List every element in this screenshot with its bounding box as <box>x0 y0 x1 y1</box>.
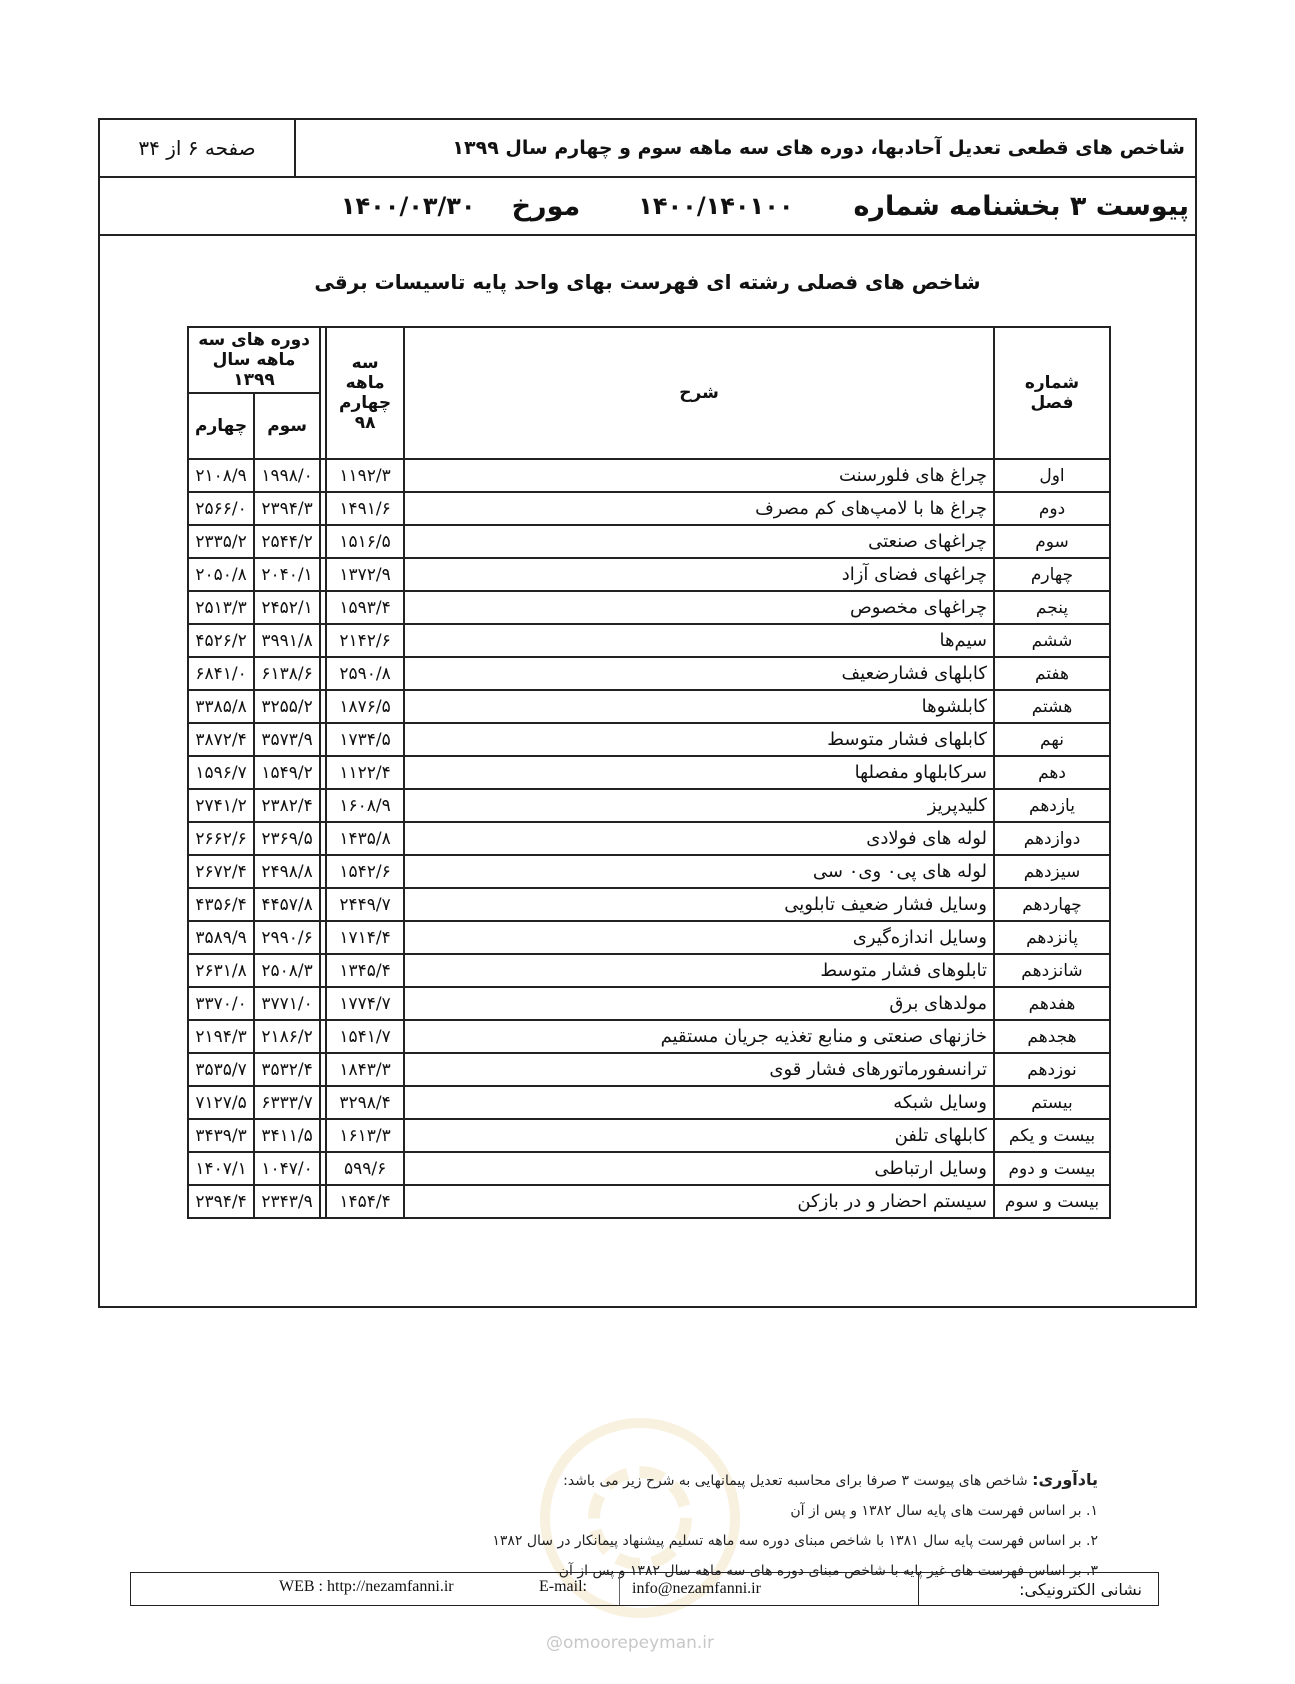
description-cell: سیستم احضار و در بازکن <box>404 1185 994 1218</box>
q4-98-cell: ۱۷۷۴/۷ <box>326 987 404 1020</box>
description-cell: کابلشوها <box>404 690 994 723</box>
q3-99-cell: ۳۵۳۲/۴ <box>254 1053 320 1086</box>
table-row <box>188 1119 1110 1152</box>
note-item: ۱. بر اساس فهرست های پایه سال ۱۳۸۲ و پس از آن <box>790 1503 1098 1519</box>
gap-cell <box>320 690 326 723</box>
circular-date: ۱۴۰۰/۰۳/۳۰ <box>340 192 476 220</box>
q4-98-cell: ۳۲۹۸/۴ <box>326 1086 404 1119</box>
description-cell: چراغهای مخصوص <box>404 591 994 624</box>
gap-cell <box>320 1086 326 1119</box>
description-cell: چراغ ها با لامپ‌های کم مصرف <box>404 492 994 525</box>
q3-99-cell: ۲۵۰۸/۳ <box>254 954 320 987</box>
q4-98-cell: ۵۹۹/۶ <box>326 1152 404 1185</box>
table-row <box>188 624 1110 657</box>
email-label: E-mail: <box>539 1578 587 1595</box>
description-cell: وسایل شبکه <box>404 1086 994 1119</box>
gap-cell <box>320 756 326 789</box>
col-header-ch: چهارم <box>188 393 254 459</box>
gap-cell <box>320 591 326 624</box>
q3-99-cell: ۳۷۷۱/۰ <box>254 987 320 1020</box>
q4-99-cell: ۳۵۳۵/۷ <box>188 1053 254 1086</box>
chapter-number-cell: چهارم <box>994 558 1110 591</box>
description-cell: چراغهای فضای آزاد <box>404 558 994 591</box>
q3-99-cell: ۲۵۴۴/۲ <box>254 525 320 558</box>
description-cell: کلیدپریز <box>404 789 994 822</box>
q3-99-cell: ۲۰۴۰/۱ <box>254 558 320 591</box>
q3-99-cell: ۶۳۳۳/۷ <box>254 1086 320 1119</box>
q4-99-cell: ۲۱۰۸/۹ <box>188 459 254 492</box>
document-title: شاخص های قطعی تعدیل آحادبها، دوره های سه ماهه سوم و چهارم سال ۱۳۹۹ <box>452 137 1185 159</box>
chapter-number-cell: هجدهم <box>994 1020 1110 1053</box>
note-item: ۳. بر اساس فهرست های غیر پایه با شاخص مبنای دوره های سه ماهه سال ۱۳۸۲ و پس از آن <box>558 1563 1098 1579</box>
q4-99-cell: ۳۵۸۹/۹ <box>188 921 254 954</box>
q4-98-cell: ۱۶۰۸/۹ <box>326 789 404 822</box>
q3-99-cell: ۳۲۵۵/۲ <box>254 690 320 723</box>
q4-99-cell: ۲۳۳۵/۲ <box>188 525 254 558</box>
gap-cell <box>320 1185 326 1218</box>
q3-99-cell: ۲۴۵۲/۱ <box>254 591 320 624</box>
chapter-number-cell: هفتم <box>994 657 1110 690</box>
q3-99-cell: ۱۹۹۸/۰ <box>254 459 320 492</box>
dated-label: مورخ <box>511 190 581 222</box>
description-cell: وسایل اندازه‌گیری <box>404 921 994 954</box>
q3-99-cell: ۲۳۸۲/۴ <box>254 789 320 822</box>
description-cell: لوله های فولادی <box>404 822 994 855</box>
col-header-sharh: شرح <box>404 327 994 459</box>
description-cell: چراغهای صنعتی <box>404 525 994 558</box>
chapter-number-cell: دوازدهم <box>994 822 1110 855</box>
table-row <box>188 987 1110 1020</box>
q4-98-cell: ۱۸۷۶/۵ <box>326 690 404 723</box>
gap-cell <box>320 987 326 1020</box>
table-title: شاخص های فصلی رشته ای فهرست بهای واحد پایه تاسیسات برقی <box>314 270 981 294</box>
chapter-number-cell: بیست و سوم <box>994 1185 1110 1218</box>
description-cell: مولدهای برق <box>404 987 994 1020</box>
q3-99-cell: ۳۴۱۱/۵ <box>254 1119 320 1152</box>
q3-99-cell: ۶۱۳۸/۶ <box>254 657 320 690</box>
gap-cell <box>320 822 326 855</box>
chapter-number-cell: پنجم <box>994 591 1110 624</box>
q3-99-cell: ۳۹۹۱/۸ <box>254 624 320 657</box>
table-row <box>188 822 1110 855</box>
gap-cell <box>320 492 326 525</box>
gap-cell <box>320 888 326 921</box>
col-header-fasl: شماره فصل <box>994 327 1110 459</box>
q4-99-cell: ۲۵۱۳/۳ <box>188 591 254 624</box>
q3-99-cell: ۲۱۸۶/۲ <box>254 1020 320 1053</box>
annex-label: پیوست ۳ بخشنامه شماره <box>853 190 1189 222</box>
chapter-number-cell: هفدهم <box>994 987 1110 1020</box>
table-row <box>188 1053 1110 1086</box>
q4-99-cell: ۱۴۰۷/۱ <box>188 1152 254 1185</box>
chapter-number-cell: شانزدهم <box>994 954 1110 987</box>
table-row <box>188 855 1110 888</box>
q4-99-cell: ۲۰۵۰/۸ <box>188 558 254 591</box>
q3-99-cell: ۲۳۹۴/۳ <box>254 492 320 525</box>
reminder-note <box>318 1465 1098 1586</box>
q4-99-cell: ۲۶۷۲/۴ <box>188 855 254 888</box>
table-row <box>188 954 1110 987</box>
description-cell: وسایل ارتباطی <box>404 1152 994 1185</box>
chapter-number-cell: اول <box>994 459 1110 492</box>
web-link[interactable]: WEB : http://nezamfanni.ir <box>279 1578 454 1595</box>
q4-98-cell: ۱۳۷۲/۹ <box>326 558 404 591</box>
q4-99-cell: ۲۷۴۱/۲ <box>188 789 254 822</box>
table-row <box>188 459 1110 492</box>
document-frame <box>98 118 1197 1308</box>
q4-98-cell: ۱۳۴۵/۴ <box>326 954 404 987</box>
description-cell: خازنهای صنعتی و منابع تغذیه جریان مستقیم <box>404 1020 994 1053</box>
q4-98-cell: ۲۴۴۹/۷ <box>326 888 404 921</box>
page-number: صفحه ۶ از ۳۴ <box>100 120 296 176</box>
q4-99-cell: ۴۵۲۶/۲ <box>188 624 254 657</box>
gap-cell <box>320 1053 326 1086</box>
note-item: ۲. بر اساس فهرست پایه سال ۱۳۸۱ با شاخص مبنای دوره سه ماهه تسلیم پیشنهاد پیمانکار در سال ۱۳۸۲ <box>492 1533 1098 1549</box>
chapter-number-cell: چهاردهم <box>994 888 1110 921</box>
footer-label: نشانی الکترونیکی: <box>918 1573 1158 1605</box>
gap-cell <box>320 855 326 888</box>
q4-98-cell: ۱۴۳۵/۸ <box>326 822 404 855</box>
description-cell: لوله های پی٠ وی٠ سی <box>404 855 994 888</box>
gap-cell <box>320 558 326 591</box>
table-row <box>188 1152 1110 1185</box>
chapter-number-cell: نهم <box>994 723 1110 756</box>
gap-cell <box>320 1020 326 1053</box>
gap-cell <box>320 921 326 954</box>
col-gap <box>320 327 326 459</box>
q4-98-cell: ۱۷۱۴/۴ <box>326 921 404 954</box>
gap-cell <box>320 1119 326 1152</box>
description-cell: تابلوهای فشار متوسط <box>404 954 994 987</box>
q4-99-cell: ۲۳۹۴/۴ <box>188 1185 254 1218</box>
chapter-number-cell: ششم <box>994 624 1110 657</box>
table-row <box>188 1086 1110 1119</box>
chapter-number-cell: دوم <box>994 492 1110 525</box>
q4-99-cell: ۴۳۵۶/۴ <box>188 888 254 921</box>
chapter-number-cell: پانزدهم <box>994 921 1110 954</box>
gap-cell <box>320 954 326 987</box>
q4-99-cell: ۳۳۷۰/۰ <box>188 987 254 1020</box>
q3-99-cell: ۱۰۴۷/۰ <box>254 1152 320 1185</box>
table-row <box>188 723 1110 756</box>
chapter-number-cell: بیست و دوم <box>994 1152 1110 1185</box>
chapter-number-cell: سوم <box>994 525 1110 558</box>
q4-98-cell: ۱۵۴۱/۷ <box>326 1020 404 1053</box>
q4-99-cell: ۲۶۶۲/۶ <box>188 822 254 855</box>
chapter-number-cell: نوزدهم <box>994 1053 1110 1086</box>
table-row <box>188 690 1110 723</box>
table-row <box>188 1020 1110 1053</box>
note-intro: شاخص های پیوست ۳ صرفا برای محاسبه تعدیل پیمانهایی به شرح زیر می باشد: <box>563 1473 1028 1489</box>
description-cell: چراغ های فلورسنت <box>404 459 994 492</box>
q4-98-cell: ۱۵۴۲/۶ <box>326 855 404 888</box>
chapter-number-cell: بیست و یکم <box>994 1119 1110 1152</box>
table-row <box>188 558 1110 591</box>
description-cell: کابلهای تلفن <box>404 1119 994 1152</box>
q4-98-cell: ۱۸۴۳/۳ <box>326 1053 404 1086</box>
chapter-number-cell: سیزدهم <box>994 855 1110 888</box>
description-cell: کابلهای فشارضعیف <box>404 657 994 690</box>
q4-99-cell: ۳۸۷۲/۴ <box>188 723 254 756</box>
q4-98-cell: ۱۵۱۶/۵ <box>326 525 404 558</box>
q4-98-cell: ۱۵۹۳/۴ <box>326 591 404 624</box>
q4-98-cell: ۲۵۹۰/۸ <box>326 657 404 690</box>
col-header-q98: سه ماهه چهارم ۹۸ <box>326 327 404 459</box>
q4-99-cell: ۲۱۹۴/۳ <box>188 1020 254 1053</box>
footer <box>130 1572 1159 1606</box>
table-row <box>188 591 1110 624</box>
description-cell: وسایل فشار ضعیف تابلویی <box>404 888 994 921</box>
q4-98-cell: ۱۴۵۴/۴ <box>326 1185 404 1218</box>
q4-98-cell: ۲۱۴۲/۶ <box>326 624 404 657</box>
q4-98-cell: ۱۶۱۳/۳ <box>326 1119 404 1152</box>
q4-98-cell: ۱۴۹۱/۶ <box>326 492 404 525</box>
description-cell: ترانسفورماتورهای فشار قوی <box>404 1053 994 1086</box>
table-row <box>188 492 1110 525</box>
table-row <box>188 921 1110 954</box>
table-row <box>188 789 1110 822</box>
note-title: یادآوری: <box>1032 1470 1098 1489</box>
table-row <box>188 888 1110 921</box>
gap-cell <box>320 723 326 756</box>
table-row <box>188 525 1110 558</box>
table-row <box>188 657 1110 690</box>
q3-99-cell: ۴۴۵۷/۸ <box>254 888 320 921</box>
q4-98-cell: ۱۱۲۲/۴ <box>326 756 404 789</box>
description-cell: سرکابلهاو مفصلها <box>404 756 994 789</box>
q4-99-cell: ۳۴۳۹/۳ <box>188 1119 254 1152</box>
table-row <box>188 1185 1110 1218</box>
header-row <box>100 120 1195 178</box>
circular-row <box>100 178 1195 236</box>
q3-99-cell: ۱۵۴۹/۲ <box>254 756 320 789</box>
q3-99-cell: ۲۹۹۰/۶ <box>254 921 320 954</box>
q4-99-cell: ۷۱۲۷/۵ <box>188 1086 254 1119</box>
q4-99-cell: ۱۵۹۶/۷ <box>188 756 254 789</box>
q4-98-cell: ۱۱۹۲/۳ <box>326 459 404 492</box>
gap-cell <box>320 525 326 558</box>
col-header-group-1399: دوره های سه ماهه سال ۱۳۹۹ <box>188 327 320 393</box>
description-cell: سیم‌ها <box>404 624 994 657</box>
q4-99-cell: ۶۸۴۱/۰ <box>188 657 254 690</box>
gap-cell <box>320 789 326 822</box>
q3-99-cell: ۲۴۹۸/۸ <box>254 855 320 888</box>
description-cell: کابلهای فشار متوسط <box>404 723 994 756</box>
q3-99-cell: ۲۳۴۳/۹ <box>254 1185 320 1218</box>
gap-cell <box>320 1152 326 1185</box>
gap-cell <box>320 459 326 492</box>
chapter-number-cell: یازدهم <box>994 789 1110 822</box>
email-link[interactable]: info@nezamfanni.ir <box>619 1573 761 1605</box>
q4-99-cell: ۲۵۶۶/۰ <box>188 492 254 525</box>
q4-99-cell: ۳۳۸۵/۸ <box>188 690 254 723</box>
q4-99-cell: ۲۶۳۱/۸ <box>188 954 254 987</box>
gap-cell <box>320 624 326 657</box>
q4-98-cell: ۱۷۳۴/۵ <box>326 723 404 756</box>
col-header-se: سوم <box>254 393 320 459</box>
chapter-number-cell: دهم <box>994 756 1110 789</box>
gap-cell <box>320 657 326 690</box>
chapter-number-cell: بیستم <box>994 1086 1110 1119</box>
watermark-text: @omoorepeyman.ir <box>546 1633 715 1653</box>
index-table <box>187 326 1111 1219</box>
q3-99-cell: ۲۳۶۹/۵ <box>254 822 320 855</box>
chapter-number-cell: هشتم <box>994 690 1110 723</box>
circular-number: ۱۴۰۰/۱۴۰۱۰۰ <box>638 192 794 220</box>
q3-99-cell: ۳۵۷۳/۹ <box>254 723 320 756</box>
table-row <box>188 756 1110 789</box>
